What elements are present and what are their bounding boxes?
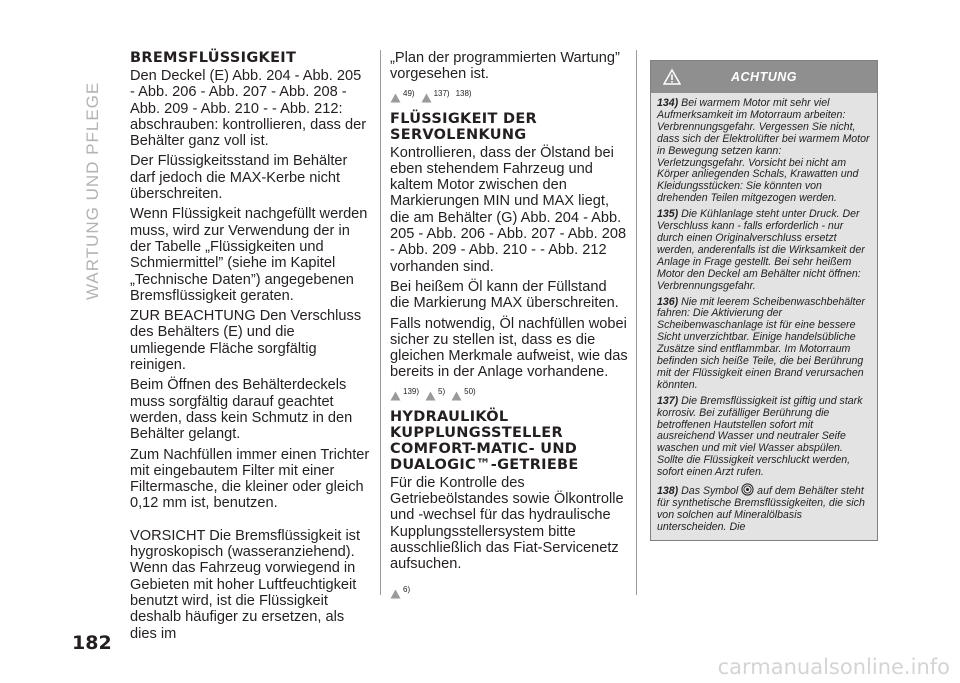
paragraph: ZUR BEACHTUNG Den Verschluss des Behälters (E) und die umliegende Fläche sorgfältig reinigen. (130, 308, 362, 374)
achtung-title: ACHTUNG (731, 69, 797, 84)
warning-note (657, 297, 871, 392)
warning-note (657, 396, 871, 479)
reference-warning[interactable] (456, 86, 472, 102)
warning-icon (390, 391, 401, 401)
warning-icon (390, 93, 401, 103)
note-number: 135) (657, 208, 679, 221)
warning-icon (663, 69, 681, 85)
note-number: 137) (657, 394, 679, 407)
paragraph: Kontrollieren, dass der Ölstand bei eben stehendem Fahrzeug und kaltem Motor zwischen den Markierungen MIN und MAX liegt, die am Behälter (G) Abb. 204 - Abb. 205 - Abb. 206 - Abb. 207 - Abb. 208 - Abb. 209 - Abb. 210 - - Abb. 212 vorhanden sind. (390, 144, 627, 275)
watermark: carmanualsonline.info (717, 655, 950, 679)
paragraph: Der Flüssigkeitsstand im Behälter darf jedoch die MAX-Kerbe nicht überschreiten. (130, 153, 348, 203)
reference-markers (390, 89, 630, 103)
page-number: 182 (72, 632, 112, 654)
column-divider (380, 50, 381, 595)
achtung-box (650, 60, 878, 541)
reference-number: 6) (403, 585, 411, 595)
paragraph: Zum Nachfüllen immer einen Trichter mit eingebautem Filter mit einer Filtermasche, die kleiner oder gleich 0,12 mm ist, benutzen. (130, 446, 370, 512)
note-text: Bei warmem Motor mit sehr viel Aufmerksamkeit im Motorraum arbeiten: Verbrennungsgefahr. Vergessen Sie nicht, dass sich der Elektrolüfter bei warmem Motor in Bewegung setzen kann: Verletzungsgefahr. Vorsicht bei nicht am Körper anliegenden Schals, Krawatten und Kleidungsstücken: Sie könnten von drehenden Teilen mitgezogen werden. (657, 97, 870, 205)
paragraph: VORSICHT Die Bremsflüssigkeit ist hygroskopisch (wasseranziehend). Wenn das Fahrzeug vorwiegend in Gebieten mit hoher Luftfeuchtigkeit benutzt wird, ist die Flüssigkeit deshalb häufiger zu ersetzen, als dies im (130, 527, 361, 642)
warning-note (657, 98, 871, 205)
attention-icon (425, 391, 436, 401)
note-number: 138) (657, 485, 679, 498)
paragraph: Für die Kontrolle des Getriebeölstandes sowie Ölkontrolle und -wechsel für das hydraulische Kupplungsstellersystem bitte ausschließlich das Fiat-Servicenetz aufsuchen. (390, 474, 624, 573)
reference-warning[interactable] (390, 384, 419, 400)
reference-number: 50) (464, 387, 476, 397)
reference-warning[interactable] (421, 86, 450, 102)
paragraph: Beim Öffnen des Behälterdeckels muss sorgfältig darauf geachtet werden, dass kein Schmutz in den Behälter gelangt. (130, 377, 353, 443)
environment-icon (451, 391, 462, 401)
note-text: Das Symbol (681, 485, 739, 498)
reference-markers (390, 387, 630, 401)
column-brake-fluid (130, 50, 370, 646)
paragraph: „Plan der programmierten Wartung” vorgesehen ist. (390, 50, 620, 83)
reference-number: 49) (403, 89, 415, 99)
paragraph: Wenn Flüssigkeit nachgefüllt werden muss, wird zur Verwendung der in der Tabelle „Flüssigkeiten und Schmiermittel” (siehe im Kapitel „Technische Daten”) angegebenen Bremsflüssigkeit geraten. (130, 206, 368, 304)
reference-markers (390, 585, 630, 599)
side-chapter-title: WARTUNG UND PFLEGE (83, 81, 102, 300)
note-text: Die Bremsflüssigkeit ist giftig und stark korrosiv. Bei zufälliger Berührung die betroffenen Hautstellen sofort mit ausreichend Wasser und neutraler Seife waschen und mit viel Wasser abspülen. Sollte die Flüssigkeit verschluckt werden, sofort einen Arzt rufen. (657, 394, 863, 479)
note-number: 136) (657, 295, 679, 308)
reference-number: 5) (438, 387, 446, 397)
reference-attention[interactable] (390, 582, 410, 598)
reference-attention[interactable] (425, 384, 445, 400)
spacer (130, 516, 370, 528)
reference-environment[interactable] (451, 384, 476, 400)
reference-number: 137) (433, 89, 450, 99)
attention-icon (390, 589, 401, 599)
paragraph: Den Deckel (E) Abb. 204 - Abb. 205 - Abb. 206 - Abb. 207 - Abb. 208 - Abb. 209 - Abb. 210 - - Abb. 212: abschrauben: kontrollieren, dass der Behälter ganz voll ist. (130, 68, 367, 150)
section-heading: BREMSFLÜSSIGKEIT (130, 50, 297, 66)
achtung-header (651, 61, 877, 93)
column-warnings (650, 60, 878, 541)
section-heading: FLÜSSIGKEIT DER SERVOLENKUNG (390, 110, 538, 143)
note-text: Die Kühlanlage steht unter Druck. Der Verschluss kann - falls erforderlich - nur durch einen Originalverschluss ersetzt werden, anderenfalls ist die Wirksamkeit der Anlage in Frage gestellt. Bei sehr heißem Motor den Deckel am Behälter nicht öffnen: Verbrennungsgefahr. (657, 208, 865, 292)
warning-icon (421, 93, 432, 103)
section-heading: HYDRAULIKÖL KUPPLUNGSSTELLER COMFORT-MATIC- UND DUALOGIC™-GETRIEBE (390, 408, 579, 473)
column-power-steering (390, 50, 630, 607)
note-number: 134) (657, 97, 679, 109)
warning-note (657, 209, 871, 292)
note-text: Nie mit leerem Scheibenwaschbehälter fahren: Die Aktivierung der Scheibenwaschanlage ist für eine bessere Sicht unverzichtbar. Einige handelsübliche Zusätze sind entflammbar. Im Motorraum befinden sich heiße Teile, die bei Berührung mit der Flüssigkeit einen Brand verursachen könnten. (657, 295, 865, 391)
warning-note (657, 483, 871, 534)
achtung-body (651, 93, 877, 540)
reference-warning[interactable] (390, 86, 415, 102)
reference-number: 139) (403, 387, 420, 397)
note-text: auf dem Behälter steht für synthetische Bremsflüssigkeiten, die sich von solchen auf Mineralölbasis unterscheiden. Die (657, 485, 865, 533)
reference-number: 138) (455, 89, 472, 99)
column-divider (636, 50, 637, 595)
brake-fluid-symbol-icon (741, 483, 754, 496)
paragraph: Bei heißem Öl kann der Füllstand die Markierung MAX überschreiten. (390, 278, 619, 312)
paragraph: Falls notwendig, Öl nachfüllen wobei sicher zu stellen ist, dass es die gleichen Merkmale aufweist, wie das bereits in der Anlage vorhandene. (390, 315, 628, 381)
